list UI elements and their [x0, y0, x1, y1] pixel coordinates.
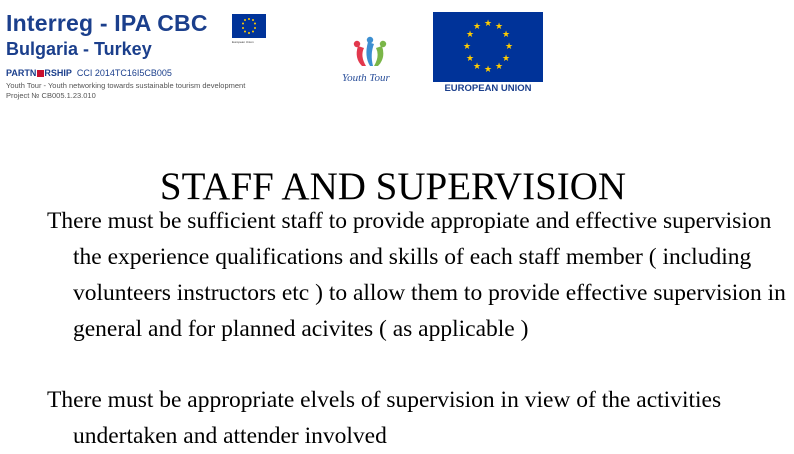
svg-text:★: ★ — [494, 22, 504, 32]
project-description — [6, 81, 245, 101]
svg-text:★: ★ — [462, 42, 472, 52]
eu-flag-small-icon — [232, 14, 266, 38]
partnership-line — [6, 68, 172, 78]
svg-text:★: ★ — [501, 54, 511, 64]
slide-title-text: STAFF AND SUPERVISION — [159, 165, 627, 208]
partnership-code: CCI 2014TC16I5CB005 — [76, 68, 172, 78]
svg-text:★: ★ — [472, 22, 482, 32]
youth-tour-label: Youth Tour — [342, 72, 390, 84]
partnership-flag-icon — [37, 70, 44, 77]
svg-text:★: ★ — [472, 62, 482, 72]
partnership-word-b: RSHIP — [44, 68, 72, 78]
eu-flag-icon — [433, 12, 543, 82]
project-line-2: Project № CB005.1.23.010 — [6, 91, 96, 100]
svg-text:★: ★ — [465, 30, 475, 40]
svg-text:★: ★ — [483, 65, 493, 75]
project-line-1: Youth Tour - Youth networking towards sustainable tourism development — [6, 81, 246, 90]
flag-caption: European Union — [232, 40, 254, 44]
interreg-subtitle: Bulgaria - Turkey — [6, 39, 152, 59]
svg-text:★: ★ — [465, 54, 475, 64]
paragraph-2: There must be appropriate elvels of supervision in view of the activities undertaken and attender involved — [47, 387, 722, 449]
eu-label: EUROPEAN UNION — [444, 83, 532, 94]
youth-tour-logo-icon — [338, 36, 402, 96]
partnership-word-a: PARTN — [6, 68, 37, 78]
svg-text:★: ★ — [494, 62, 504, 72]
interreg-title: Interreg - IPA CBC — [6, 10, 208, 36]
paragraph-1: There must be sufficient staff to provide appropiate and effective supervision the experience qualifications and skills of each staff member ( including volunteers instructors etc ) to allow them to provide effective supervision in general and for planned acivites ( as applicable ) — [47, 208, 786, 342]
svg-text:★: ★ — [504, 42, 514, 52]
eu-logo — [433, 12, 543, 96]
svg-text:★: ★ — [501, 30, 511, 40]
svg-text:★: ★ — [483, 19, 493, 29]
interreg-logo — [6, 6, 306, 118]
